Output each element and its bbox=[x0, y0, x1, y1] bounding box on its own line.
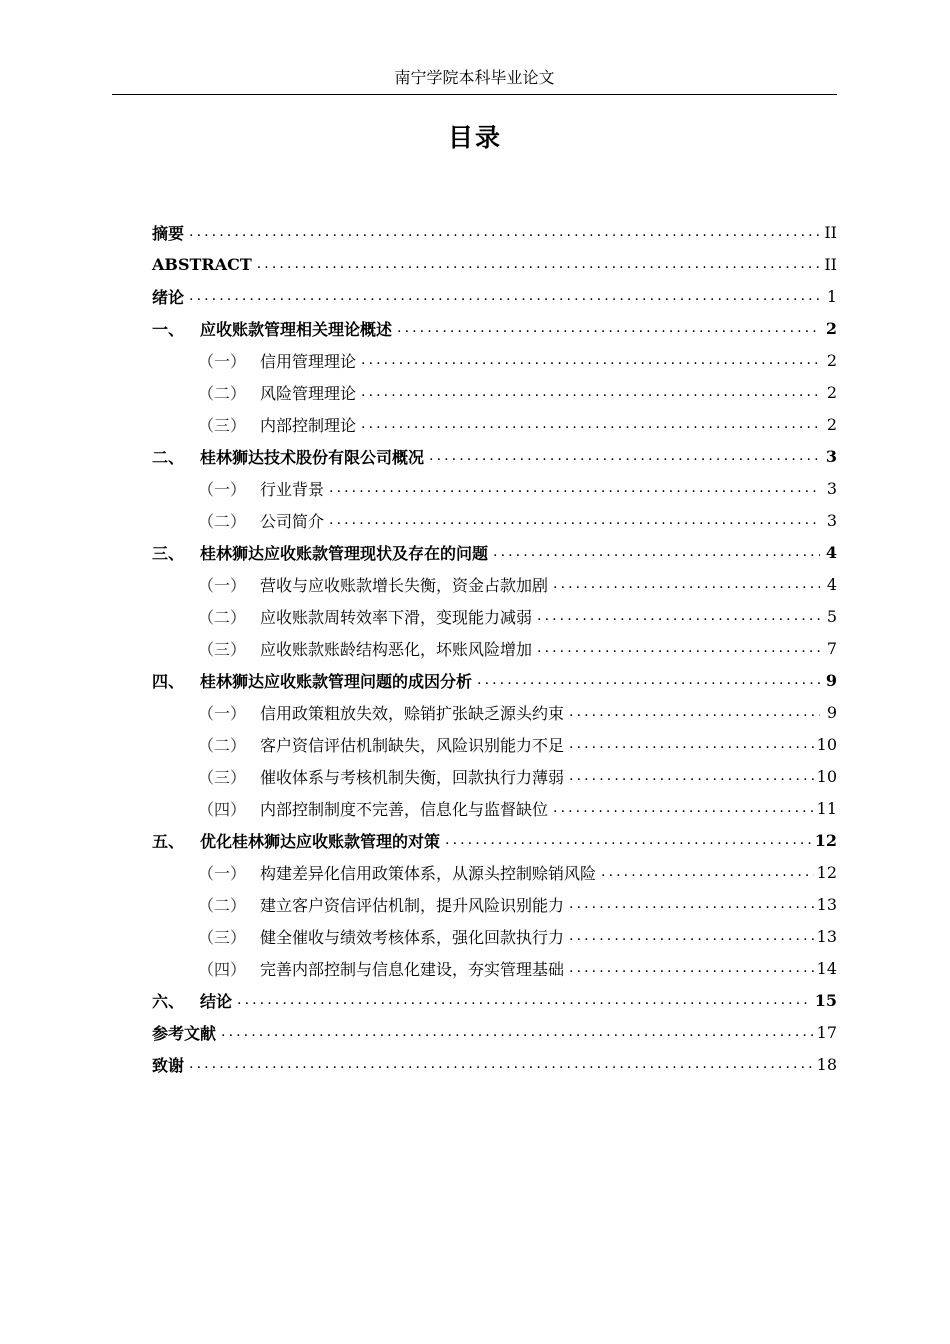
toc-entry-page-number: 3 bbox=[825, 446, 837, 466]
dot-leader bbox=[601, 862, 814, 882]
toc-entry-page-number: 10 bbox=[816, 766, 837, 786]
toc-entry-page-number: 10 bbox=[816, 734, 837, 754]
dot-leader bbox=[189, 222, 820, 242]
toc-entry-label: 构建差异化信用政策体系，从源头控制赊销风险 bbox=[260, 863, 597, 883]
toc-entry-label: 应收账款周转效率下滑，变现能力减弱 bbox=[260, 607, 533, 627]
toc-entry-number: 五、 bbox=[152, 831, 185, 851]
dot-leader bbox=[189, 1054, 814, 1074]
toc-entry-page-number: 13 bbox=[816, 926, 837, 946]
toc-entry[interactable] bbox=[152, 920, 837, 952]
toc-entry-label: 参考文献 bbox=[152, 1023, 217, 1043]
toc-entry-label: 优化桂林狮达应收账款管理的对策 bbox=[200, 831, 441, 851]
toc-entry-page-number: 2 bbox=[826, 414, 837, 434]
dot-leader bbox=[257, 254, 820, 274]
toc-entry-number: （一） bbox=[198, 575, 247, 595]
toc-entry[interactable] bbox=[152, 792, 837, 824]
toc-entry[interactable] bbox=[152, 600, 837, 632]
toc-entry-page-number: II bbox=[824, 222, 837, 242]
toc-entry-page-number: 2 bbox=[826, 350, 837, 370]
dot-leader bbox=[397, 318, 820, 338]
toc-entry-label: 摘要 bbox=[152, 223, 185, 243]
dot-leader bbox=[537, 606, 820, 626]
toc-entry-number: （四） bbox=[198, 799, 247, 819]
toc-entry-page-number: 4 bbox=[826, 574, 837, 594]
toc-entry[interactable] bbox=[152, 728, 837, 760]
toc-entry[interactable] bbox=[152, 824, 837, 856]
toc-entry-number: （三） bbox=[198, 415, 247, 435]
toc-entry-number: （二） bbox=[198, 511, 247, 531]
dot-leader bbox=[361, 414, 820, 434]
toc-entry-label: 桂林狮达技术股份有限公司概况 bbox=[200, 447, 425, 467]
toc-entry-page-number: 2 bbox=[825, 318, 837, 338]
toc-entry-label: 结论 bbox=[200, 991, 233, 1011]
toc-entry[interactable] bbox=[152, 760, 837, 792]
toc-entry-label: 健全催收与绩效考核体系，强化回款执行力 bbox=[260, 927, 565, 947]
toc-entry-number: （三） bbox=[198, 927, 247, 947]
toc-entry-label: 风险管理理论 bbox=[260, 383, 357, 403]
toc-entry-label: 客户资信评估机制缺失，风险识别能力不足 bbox=[260, 735, 565, 755]
dot-leader bbox=[553, 798, 814, 818]
toc-entry-number: （一） bbox=[198, 863, 247, 883]
toc-entry[interactable] bbox=[152, 1016, 837, 1048]
toc-entry[interactable] bbox=[152, 280, 837, 312]
dot-leader bbox=[189, 286, 820, 306]
toc-entry[interactable] bbox=[152, 696, 837, 728]
toc-entry[interactable] bbox=[152, 312, 837, 344]
toc-entry-page-number: 18 bbox=[816, 1054, 837, 1074]
toc-entry[interactable] bbox=[152, 1048, 837, 1080]
toc-entry-page-number: 3 bbox=[826, 510, 837, 530]
toc-entry-label: 桂林狮达应收账款管理问题的成因分析 bbox=[200, 671, 473, 691]
dot-leader bbox=[429, 446, 820, 466]
toc-entry[interactable] bbox=[152, 344, 837, 376]
toc-entry[interactable] bbox=[152, 472, 837, 504]
dot-leader bbox=[361, 382, 820, 402]
toc-entry-label: 公司简介 bbox=[260, 511, 325, 531]
toc-entry-label: 应收账款管理相关理论概述 bbox=[200, 319, 393, 339]
toc-entry[interactable] bbox=[152, 408, 837, 440]
toc-entry-number: （二） bbox=[198, 895, 247, 915]
toc-entry-number: （一） bbox=[198, 703, 247, 723]
toc-entry-number: （二） bbox=[198, 735, 247, 755]
toc-entry-page-number: 15 bbox=[814, 990, 837, 1010]
dot-leader bbox=[329, 478, 820, 498]
dot-leader bbox=[569, 766, 814, 786]
toc-entry-label: 营收与应收账款增长失衡，资金占款加剧 bbox=[260, 575, 549, 595]
running-header: 南宁学院本科毕业论文 bbox=[394, 68, 555, 87]
toc-entry-page-number: 14 bbox=[816, 958, 837, 978]
toc-entry-page-number: 2 bbox=[826, 382, 837, 402]
toc-entry-page-number: 7 bbox=[826, 638, 837, 658]
toc-entry-page-number: 12 bbox=[816, 862, 837, 882]
header-rule bbox=[112, 94, 837, 95]
toc-entry-page-number: 3 bbox=[826, 478, 837, 498]
toc-entry[interactable] bbox=[152, 536, 837, 568]
dot-leader bbox=[569, 702, 820, 722]
toc-entry-number: （一） bbox=[198, 351, 247, 371]
dot-leader bbox=[493, 542, 820, 562]
toc-entry-number: 四、 bbox=[152, 671, 185, 691]
toc-entry-page-number: 13 bbox=[816, 894, 837, 914]
toc-entry-label: 完善内部控制与信息化建设，夯实管理基础 bbox=[260, 959, 565, 979]
toc-entry-number: （三） bbox=[198, 767, 247, 787]
toc-entry-label: 桂林狮达应收账款管理现状及存在的问题 bbox=[200, 543, 489, 563]
toc-entry-number: 一、 bbox=[152, 319, 185, 339]
toc-entry[interactable] bbox=[152, 952, 837, 984]
toc-entry[interactable] bbox=[152, 248, 837, 280]
toc-entry-page-number: II bbox=[824, 254, 837, 274]
toc-entry-number: 二、 bbox=[152, 447, 185, 467]
toc-entry-label: 信用管理理论 bbox=[260, 351, 357, 371]
toc-entry-label: 致谢 bbox=[152, 1055, 185, 1075]
dot-leader bbox=[361, 350, 820, 370]
toc-entry-number: （四） bbox=[198, 959, 247, 979]
toc-entry-number: 六、 bbox=[152, 991, 185, 1011]
toc-entry[interactable] bbox=[152, 984, 837, 1016]
dot-leader bbox=[237, 990, 812, 1010]
dot-leader bbox=[537, 638, 820, 658]
toc-entry-number: 三、 bbox=[152, 543, 185, 563]
toc-entry-page-number: 1 bbox=[826, 286, 837, 306]
toc-entry-page-number: 12 bbox=[814, 830, 837, 850]
toc-entry-label: 建立客户资信评估机制，提升风险识别能力 bbox=[260, 895, 565, 915]
dot-leader bbox=[569, 894, 814, 914]
toc-entry-label: 催收体系与考核机制失衡，回款执行力薄弱 bbox=[260, 767, 565, 787]
dot-leader bbox=[569, 926, 814, 946]
dot-leader bbox=[445, 830, 812, 850]
toc-entry[interactable] bbox=[152, 632, 837, 664]
dot-leader bbox=[553, 574, 820, 594]
toc-entry-label: 应收账款账龄结构恶化，坏账风险增加 bbox=[260, 639, 533, 659]
toc-entry-number: （一） bbox=[198, 479, 247, 499]
dot-leader bbox=[569, 958, 814, 978]
toc-entry-page-number: 5 bbox=[826, 606, 837, 626]
dot-leader bbox=[569, 734, 814, 754]
toc-entry-number: （二） bbox=[198, 383, 247, 403]
toc-entry[interactable] bbox=[152, 440, 837, 472]
toc-entry[interactable] bbox=[152, 376, 837, 408]
toc-entry-page-number: 11 bbox=[816, 798, 837, 818]
toc-entry[interactable] bbox=[152, 568, 837, 600]
toc-entry-page-number: 9 bbox=[826, 702, 837, 722]
toc-entry-label: ABSTRACT bbox=[152, 254, 252, 274]
toc-entry[interactable] bbox=[152, 216, 837, 248]
dot-leader bbox=[221, 1022, 814, 1042]
toc-entry[interactable] bbox=[152, 888, 837, 920]
toc-entry[interactable] bbox=[152, 856, 837, 888]
dot-leader bbox=[477, 670, 820, 690]
toc-entry-label: 内部控制制度不完善，信息化与监督缺位 bbox=[260, 799, 549, 819]
toc-entry[interactable] bbox=[152, 664, 837, 696]
toc-entry-page-number: 9 bbox=[825, 670, 837, 690]
toc-entry-page-number: 4 bbox=[825, 542, 837, 562]
toc-entry-number: （二） bbox=[198, 607, 247, 627]
toc-entry-page-number: 17 bbox=[816, 1022, 837, 1042]
toc-entry-label: 信用政策粗放失效，赊销扩张缺乏源头约束 bbox=[260, 703, 565, 723]
toc-entry-label: 绪论 bbox=[152, 287, 185, 307]
page-title: 目录 bbox=[447, 123, 502, 152]
toc-entry[interactable] bbox=[152, 504, 837, 536]
table-of-contents bbox=[152, 216, 837, 1080]
toc-entry-label: 行业背景 bbox=[260, 479, 325, 499]
dot-leader bbox=[329, 510, 820, 530]
toc-entry-number: （三） bbox=[198, 639, 247, 659]
toc-entry-label: 内部控制理论 bbox=[260, 415, 357, 435]
